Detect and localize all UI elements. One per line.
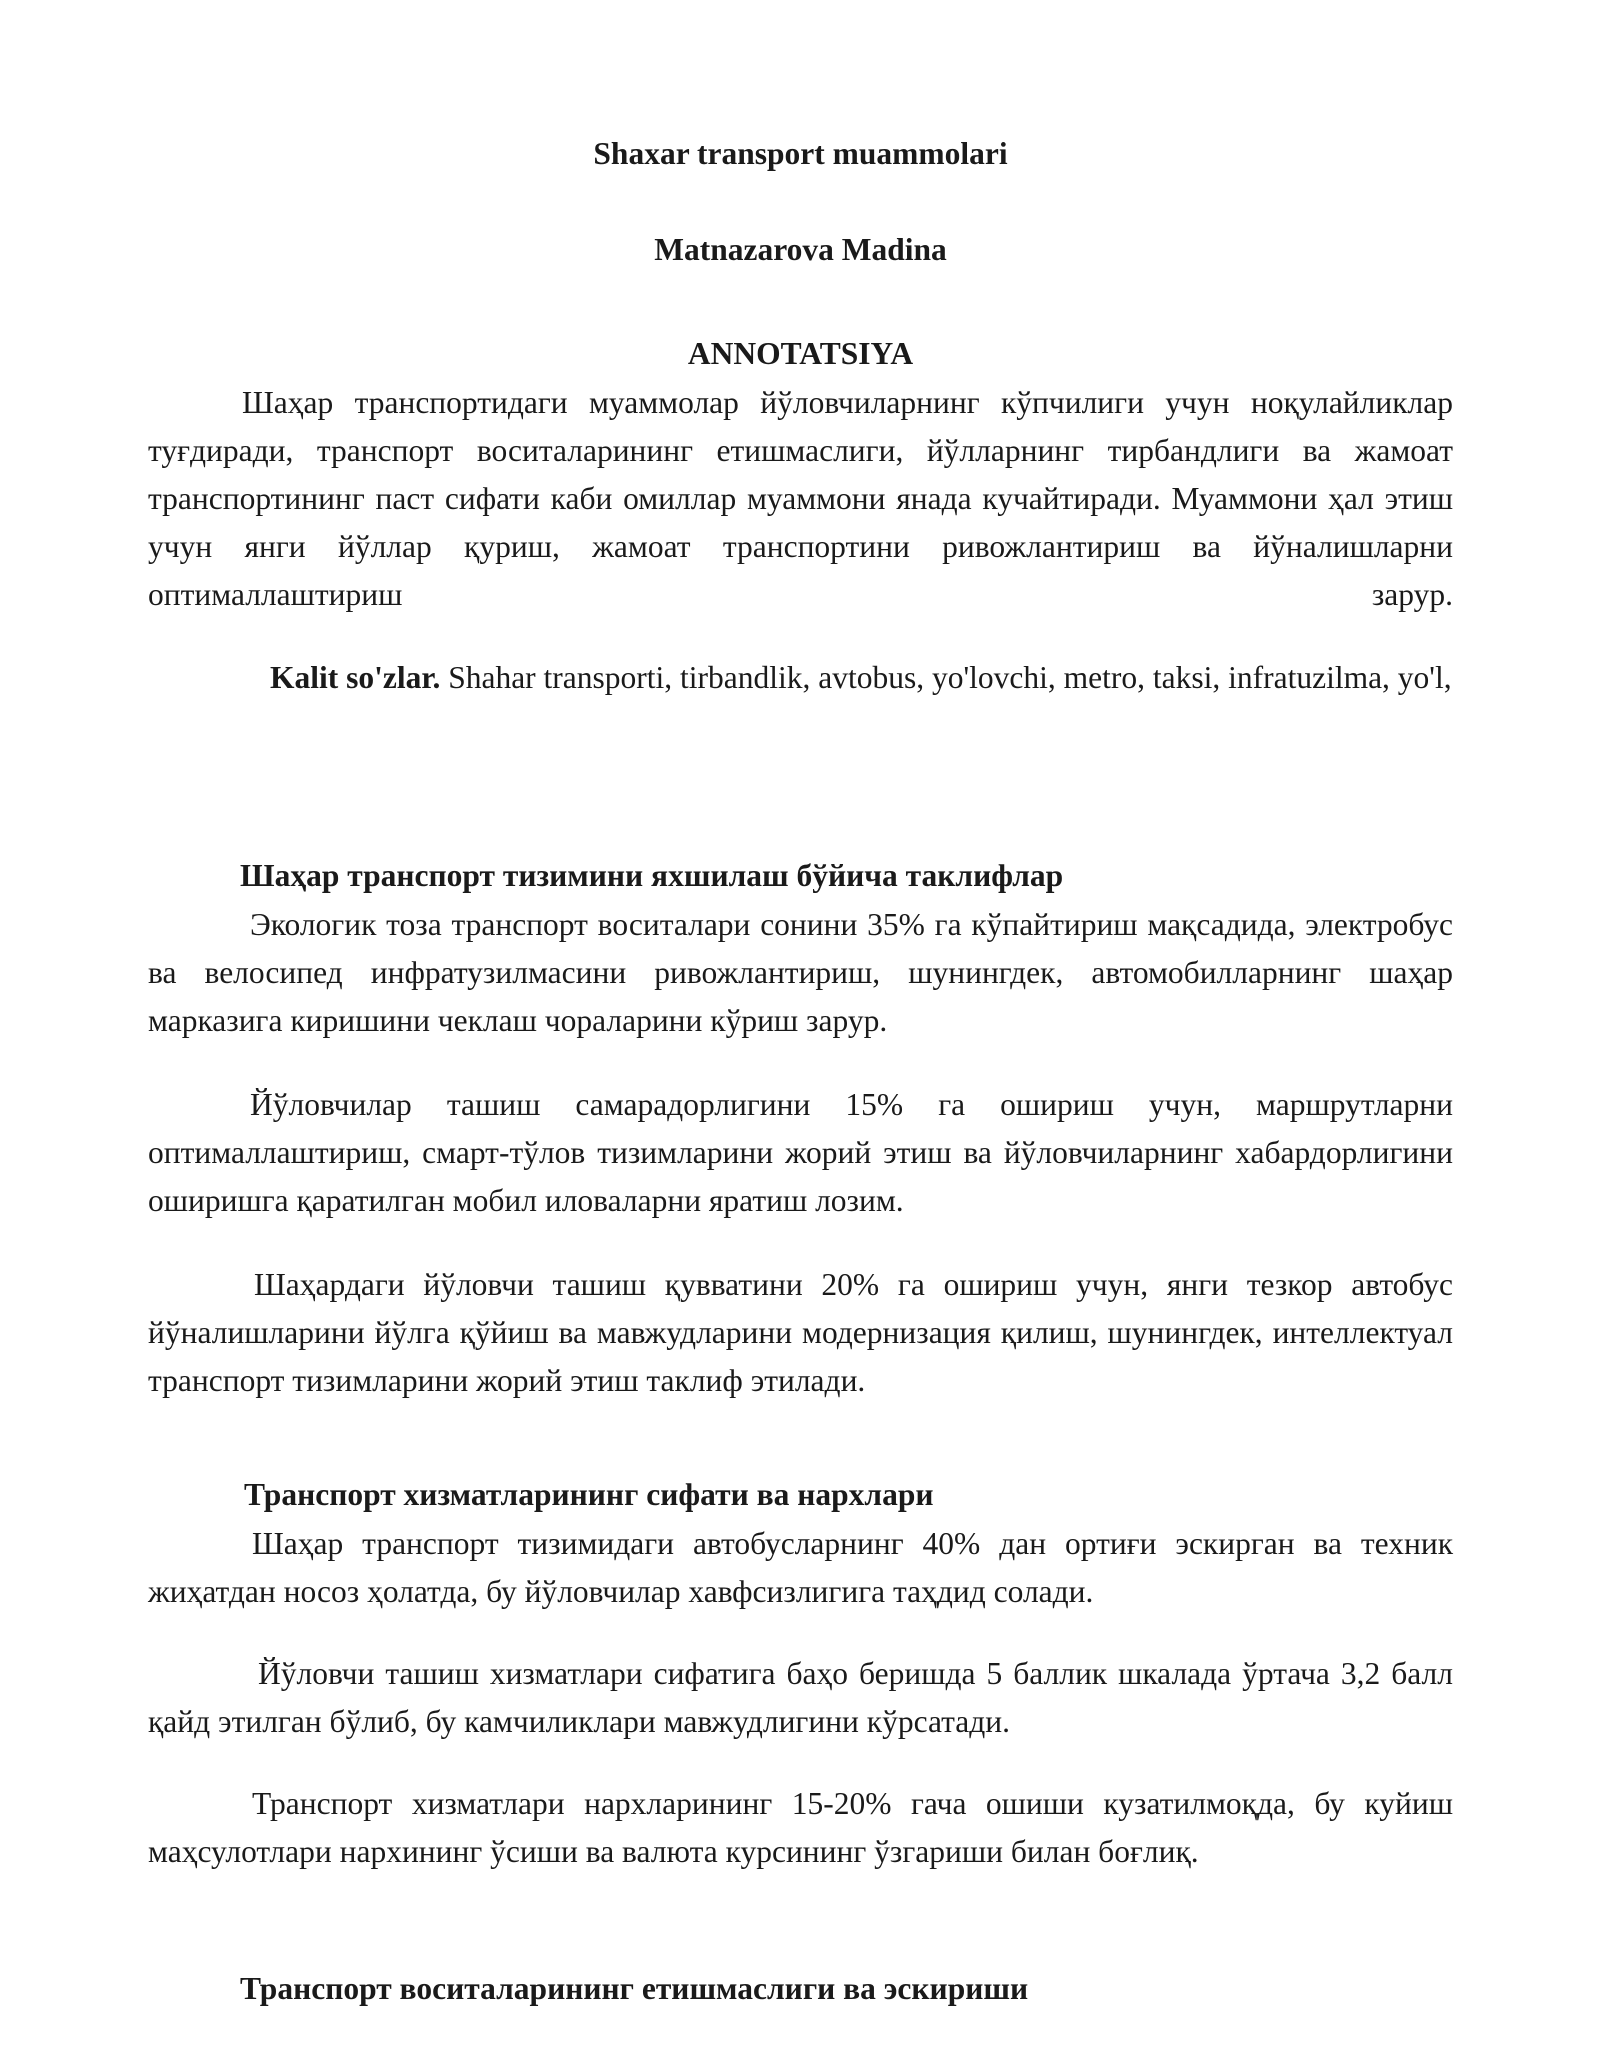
quality-paragraph-1: Шаҳар транспорт тизимидаги автобусларнинг 40% дан ортиғи эскирган ва техник жиҳатдан носоз ҳолатда, бу йўловчилар хавфсизлигига таҳдид солади. — [148, 1526, 1453, 1609]
section-heading-shortage: Транспорт воситаларининг етишмаслиги ва эскириши — [240, 1971, 1029, 2006]
keywords-label: Kalit so'zlar. — [270, 660, 441, 695]
annotation-heading: ANNOTATSIYA — [687, 336, 914, 371]
keywords-text: Shahar transporti, tirbandlik, avtobus, yo'lovchi, metro, taksi, infratuzilma, yo'l, — [440, 660, 1452, 695]
proposals-paragraph-2: Йўловчилар ташиш самарадорлигини 15% га ошириш учун, маршрутларни оптималлаштириш, смарт-тўлов тизимларини жорий этиш ва йўловчиларнинг хабардорлигини оширишга қаратилган мобил иловаларни яратиш лозим. — [148, 1087, 1453, 1218]
proposals-paragraph-3: Шаҳардаги йўловчи ташиш қувватини 20% га ошириш учун, янги тезкор автобус йўналишларини йўлга қўйиш ва мавжудларини модернизация қилиш, шунингдек, интеллектуал транспорт тизимларини жорий этиш таклиф этилади. — [148, 1267, 1453, 1398]
proposals-paragraph-1: Экологик тоза транспорт воситалари сонини 35% га кўпайтириш мақсадида, электробус ва велосипед инфратузилмасини ривожлантириш, шунингдек, автомобилларнинг шаҳар марказига киришини чеклаш чораларини кўриш зарур. — [148, 907, 1453, 1038]
section-heading-proposals: Шаҳар транспорт тизимини яхшилаш бўйича таклифлар — [240, 858, 1064, 893]
keywords-paragraph — [148, 654, 1453, 702]
quality-paragraph-2: Йўловчи ташиш хизматлари сифатига баҳо беришда 5 баллик шкалада ўртача 3,2 балл қайд этилган бўлиб, бу камчиликлари мавжудлигини кўрсатади. — [148, 1656, 1453, 1739]
author-name: Matnazarova Madina — [654, 232, 947, 267]
document-title: Shaxar transport muammolari — [593, 136, 1008, 171]
quality-paragraph-3: Транспорт хизматлари нархларининг 15-20% гача ошиши кузатилмоқда, бу куйиш маҳсулотлари нархининг ўсиши ва валюта курсининг ўзгариши билан боғлиқ. — [148, 1786, 1453, 1869]
annotation-paragraph: Шаҳар транспортидаги муаммолар йўловчиларнинг кўпчилиги учун ноқулайликлар туғдиради, транспорт воситаларининг етишмаслиги, йўлларнинг тирбандлиги ва жамоат транспортининг паст сифати каби омиллар муаммони янада кучайтиради. Муаммони ҳал этиш учун янги йўллар қуриш, жамоат транспортини ривожлантириш ва йўналишларни оптималлаштириш зарур. — [148, 385, 1453, 612]
section-heading-quality-prices: Транспорт хизматларининг сифати ва нархлари — [244, 1477, 934, 1512]
